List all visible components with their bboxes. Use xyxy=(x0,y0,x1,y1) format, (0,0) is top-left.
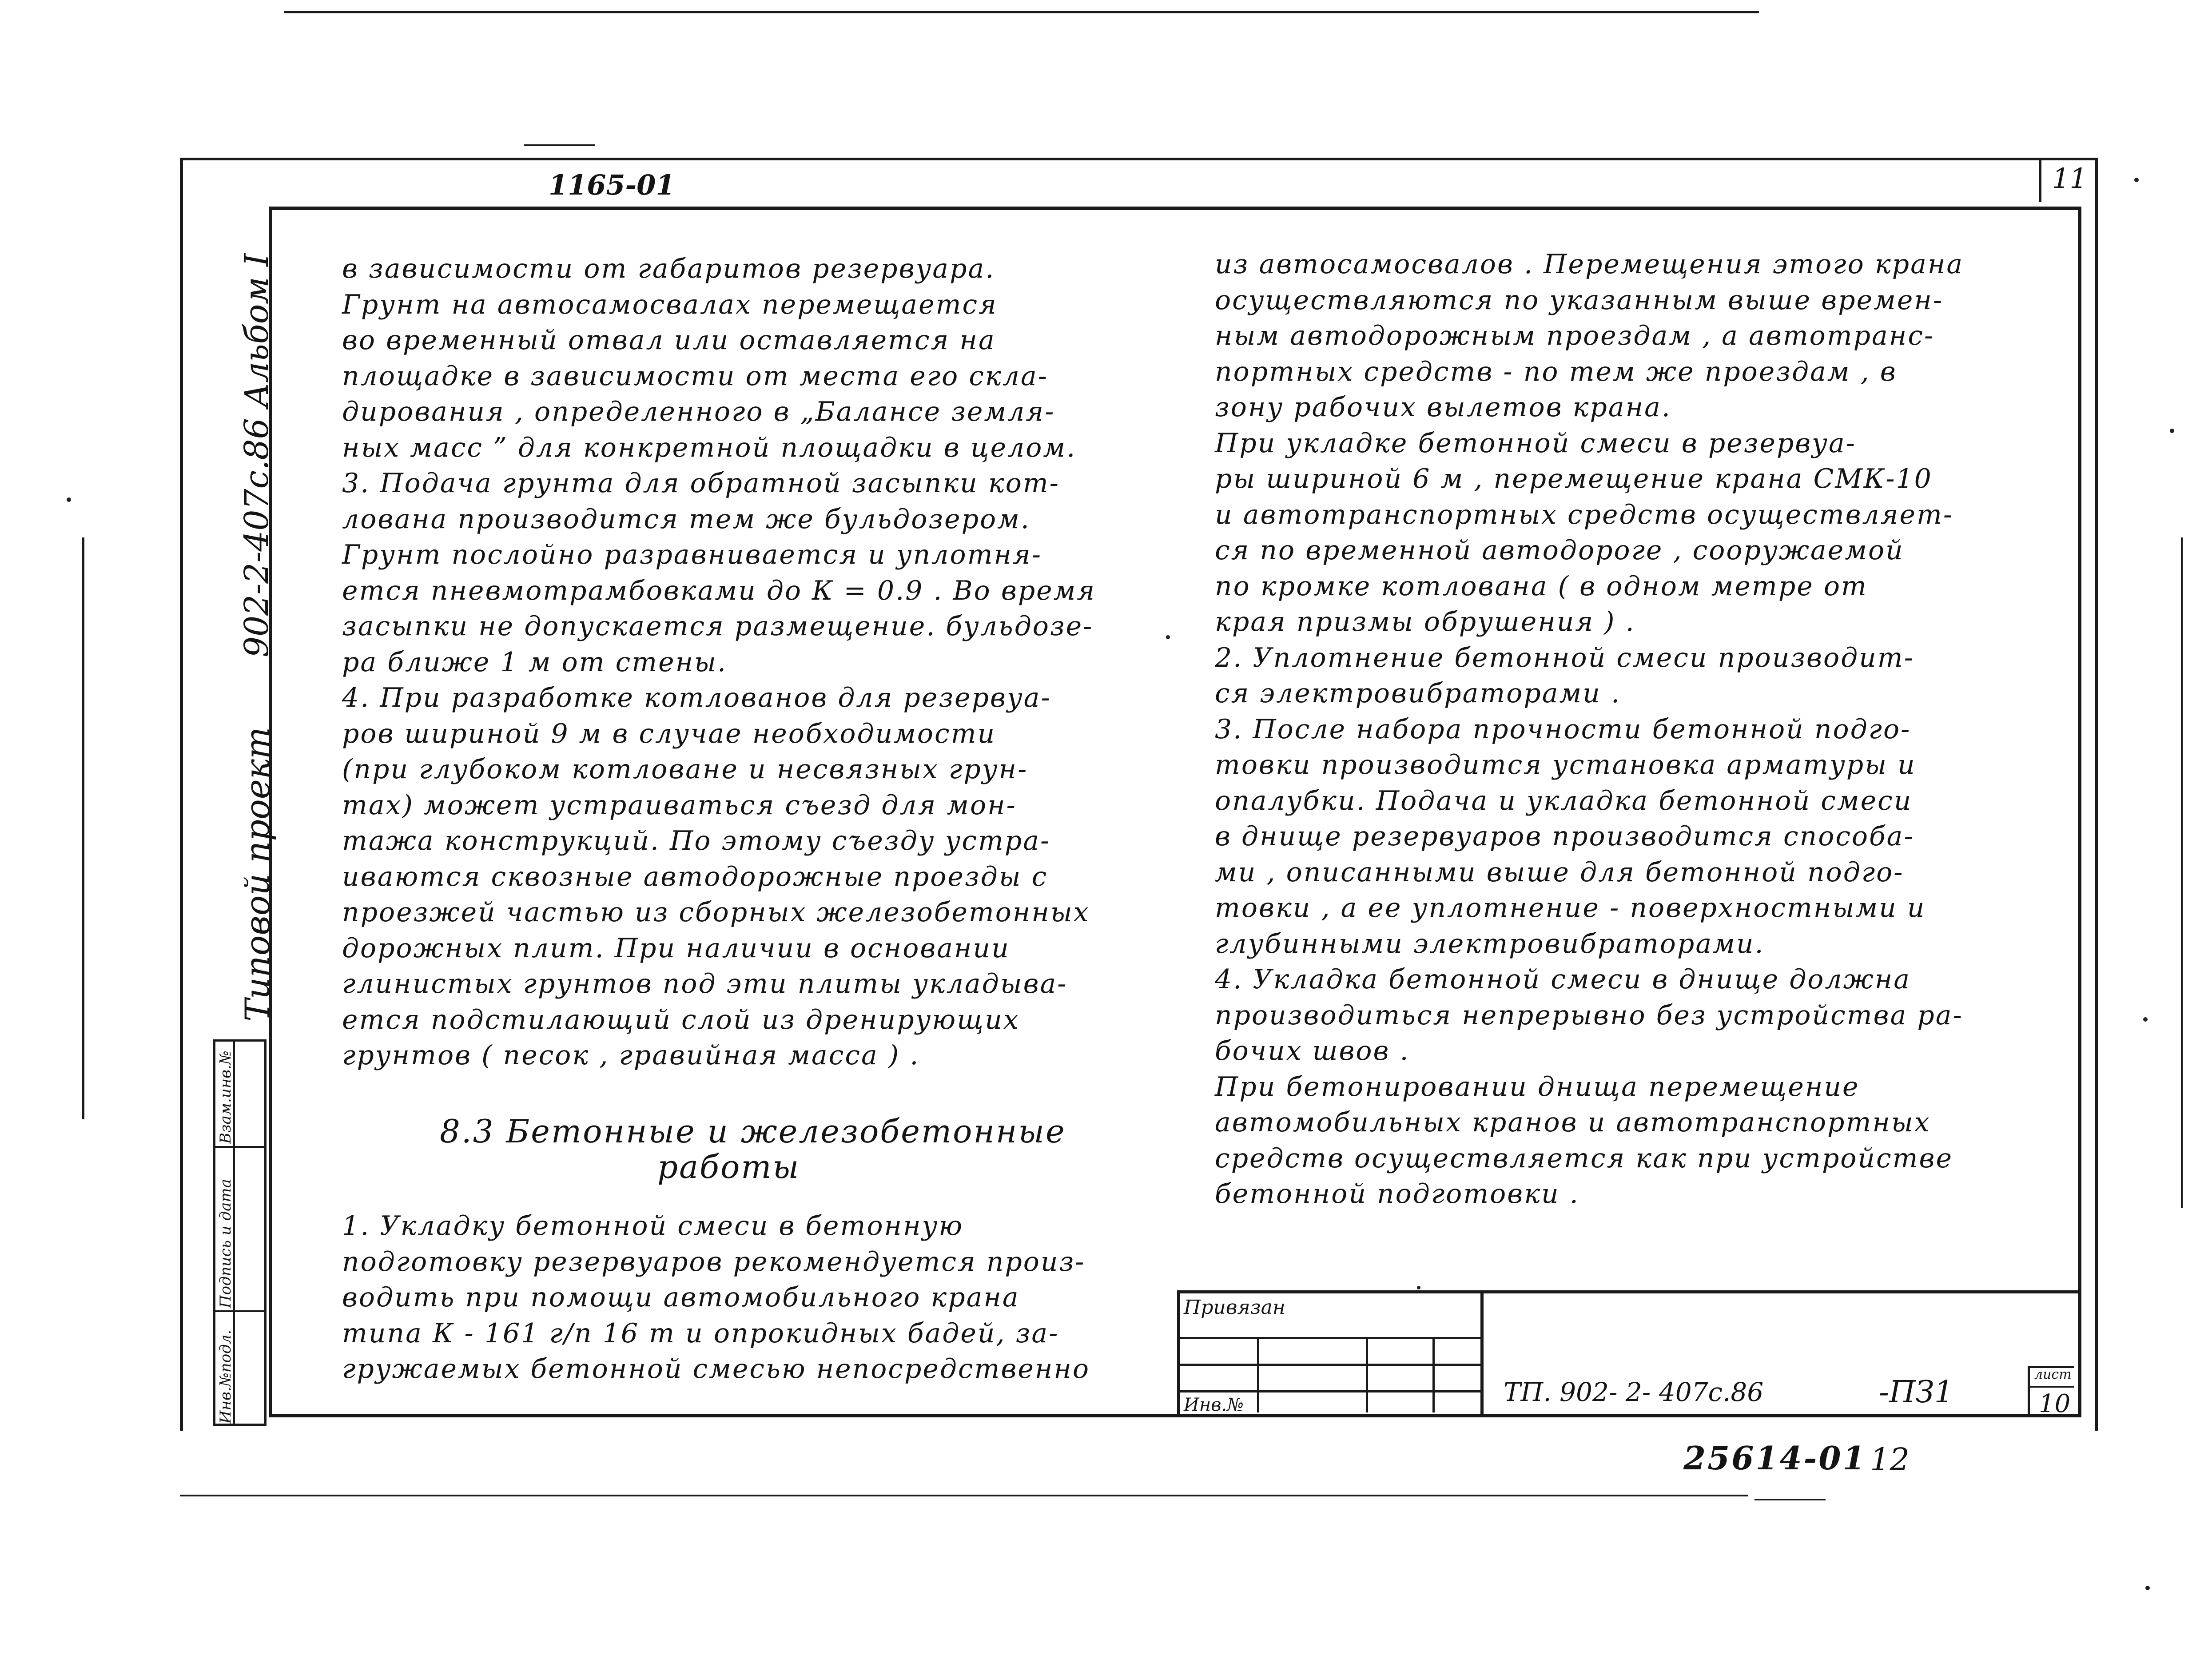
section-heading-line-1: 8.3 Бетонные и железобетонные xyxy=(440,1113,1066,1150)
speck xyxy=(2143,1017,2148,1022)
text-line: тах) может устраиваться съезд для мон- xyxy=(342,789,1017,821)
speck xyxy=(1166,635,1170,639)
text-line: ных масс ” для конкретной площадки в целом. xyxy=(342,432,1077,463)
text-line: ется подстилающий слой из дренирующих xyxy=(342,1004,1020,1035)
text-line: 4. При разработке котлованов для резервуа- xyxy=(342,682,1051,713)
vertical-code: 902-2-407с.86 Альбом I xyxy=(238,253,276,657)
text-line: опалубки. Подача и укладка бетонной смеси xyxy=(1215,785,1913,816)
bottom-rule xyxy=(180,1495,1748,1496)
text-line: площадке в зависимости от места его скла- xyxy=(342,360,1049,392)
text-line: зону рабочих вылетов крана. xyxy=(1215,392,1671,423)
text-line: средств осуществляется как при устройстве xyxy=(1215,1142,1953,1174)
top-code: 1165-01 xyxy=(549,169,675,201)
text-line: 4. Укладка бетонной смеси в днище должна xyxy=(1215,964,1911,995)
text-line: подготовку резервуаров рекомендуется произ- xyxy=(342,1246,1086,1277)
text-line: грунтов ( песок , гравийная масса ) . xyxy=(342,1040,920,1071)
sheet-label: лист xyxy=(2034,1367,2072,1382)
text-line: 3. Подача грунта для обратной засыпки кот- xyxy=(342,468,1060,499)
text-line: во временный отвал или оставляется на xyxy=(342,325,996,356)
speck xyxy=(1417,1286,1420,1289)
text-line: (при глубоком котловане и несвязных грун- xyxy=(342,754,1028,785)
text-line: ся по временной автодороге , сооружаемой xyxy=(1215,535,1904,566)
text-line: глубинными электровибраторами. xyxy=(1215,928,1765,959)
text-line: из автосамосвалов . Перемещения этого крана xyxy=(1215,249,1964,280)
side-stamp-row-2 xyxy=(213,1310,267,1312)
section-heading-line-2: работы xyxy=(657,1148,800,1186)
text-line: ным автодорожным проездам , а автотранс- xyxy=(1215,320,1935,351)
text-line: типа К - 161 г/п 16 т и опрокидных бадей, за- xyxy=(342,1317,1059,1349)
left-edge-mark xyxy=(82,537,84,1119)
text-line: в зависимости от габаритов резервуара. xyxy=(342,253,995,284)
right-column xyxy=(1215,247,1964,1212)
top-rule-short xyxy=(524,144,595,146)
text-line: товки , а ее уплотнение - поверхностными и xyxy=(1215,892,1926,923)
text-line: в днище резервуаров производится способа- xyxy=(1215,821,1914,852)
text-line: дорожных плит. При наличии в основании xyxy=(342,932,1010,964)
side-stamp-label-1: Взам.инв.№ xyxy=(217,1050,235,1144)
sheet-number: 10 xyxy=(2039,1389,2071,1418)
order-code: 25614-01 xyxy=(1683,1439,1867,1477)
text-line: бетонной подготовки . xyxy=(1215,1178,1579,1209)
text-line: ся электровибраторами . xyxy=(1215,678,1621,709)
bottom-rule-right xyxy=(1754,1499,1826,1500)
side-stamp-label-3: Инв.№подл. xyxy=(217,1329,235,1424)
vertical-title: Типовой проект xyxy=(238,727,277,1022)
speck xyxy=(2134,178,2139,182)
doc-code: ТП. 902- 2- 407с.86 xyxy=(1504,1377,1764,1407)
text-line: портных средств - по тем же проездам , в xyxy=(1215,356,1897,387)
side-stamp-row-1 xyxy=(213,1146,267,1148)
title-block-row-3 xyxy=(1177,1390,1484,1392)
side-stamp-label-2: Подпись и дата xyxy=(217,1179,235,1308)
text-line: ры шириной 6 м , перемещение крана СМК-10 xyxy=(1215,463,1933,494)
left-column-top xyxy=(342,251,1096,1074)
top-rule xyxy=(284,11,1759,13)
speck xyxy=(2145,1586,2150,1590)
text-line: засыпки не допускается размещение. бульдозе- xyxy=(342,611,1094,642)
left-column-bottom xyxy=(342,1208,1090,1387)
title-block-col-1 xyxy=(1257,1337,1259,1412)
footer-page-number: 12 xyxy=(1870,1441,1910,1478)
speck xyxy=(67,497,71,502)
text-line: автомобильных кранов и автотранспортных xyxy=(1215,1107,1931,1138)
text-line: иваются сквозные автодорожные проезды с xyxy=(342,861,1048,892)
sheet-box-divider xyxy=(2028,1386,2074,1388)
text-line: проезжей частью из сборных железобетонных xyxy=(342,897,1090,928)
text-line: и автотранспортных средств осуществляет- xyxy=(1215,499,1954,530)
text-line: Грунт послойно разравнивается и уплотня- xyxy=(342,539,1042,570)
title-block-col-3 xyxy=(1432,1337,1435,1412)
title-block-row-1 xyxy=(1177,1337,1484,1339)
text-line: 2. Уплотнение бетонной смеси производит- xyxy=(1215,642,1914,673)
text-line: ми , описанными выше для бетонной подго- xyxy=(1215,856,1904,888)
text-line: 3. После набора прочности бетонной подго- xyxy=(1215,713,1911,745)
section-code: -ПЗ1 xyxy=(1879,1375,1953,1410)
title-block-row-2 xyxy=(1177,1364,1484,1366)
text-line: Грунт на автосамосвалах перемещается xyxy=(342,289,998,320)
text-line: При укладке бетонной смеси в резервуа- xyxy=(1215,427,1857,459)
text-line: ров шириной 9 м в случае необходимости xyxy=(342,718,996,749)
page-corner-number: 11 xyxy=(2052,162,2087,195)
text-line: тажа конструкций. По этому съезду устра- xyxy=(342,825,1051,856)
right-edge-mark xyxy=(2181,537,2183,1208)
text-line: бочих швов . xyxy=(1215,1035,1410,1066)
title-block-col-2 xyxy=(1366,1337,1368,1412)
text-line: товки производится установка арматуры и xyxy=(1215,749,1916,780)
text-line: дирования , определенного в „Балансе земля- xyxy=(342,396,1055,427)
text-line: лована производится тем же бульдозером. xyxy=(342,503,1030,535)
text-line: по кромке котлована ( в одном метре от xyxy=(1215,570,1868,602)
linked-label: Привязан xyxy=(1184,1296,1285,1319)
text-line: осуществляются по указанным выше времен- xyxy=(1215,284,1944,316)
speck xyxy=(2170,429,2174,433)
text-line: ется пневмотрамбовками до К = 0.9 . Во время xyxy=(342,575,1096,606)
text-line: водить при помощи автомобильного крана xyxy=(342,1282,1020,1313)
text-line: 1. Укладку бетонной смеси в бетонную xyxy=(342,1210,964,1241)
text-line: ра ближе 1 м от стены. xyxy=(342,646,728,678)
text-line: При бетонировании днища перемещение xyxy=(1215,1071,1860,1102)
text-line: глинистых грунтов под эти плиты укладыва- xyxy=(342,968,1068,999)
inv-label: Инв.№ xyxy=(1184,1395,1244,1415)
text-line: края призмы обрушения ) . xyxy=(1215,606,1635,637)
text-line: гружаемых бетонной смесью непосредственно xyxy=(342,1353,1090,1384)
text-line: производиться непрерывно без устройства ра- xyxy=(1215,999,1963,1031)
